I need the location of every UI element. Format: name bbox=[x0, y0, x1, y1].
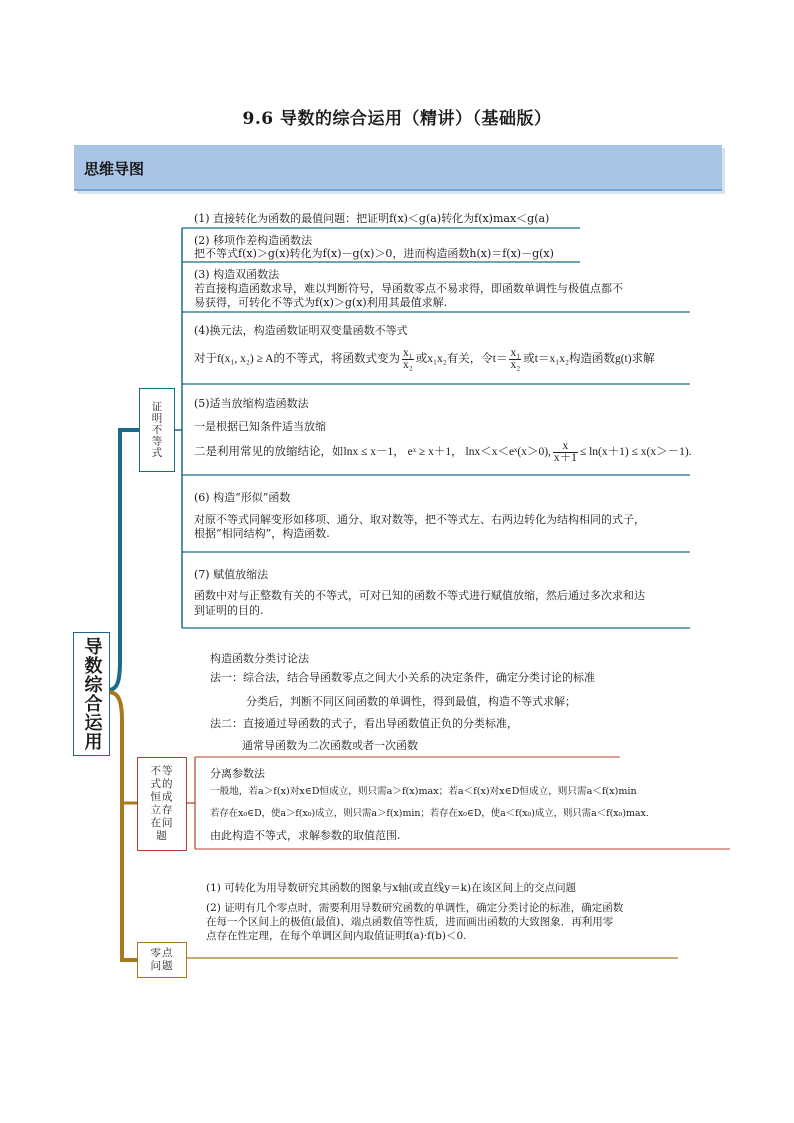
m4-frac2-den: x₂ bbox=[510, 359, 521, 371]
constant-method-1-line1: 法一：综合法，结合导函数零点之间大小关系的决定条件，确定分类讨论的标准 bbox=[210, 671, 595, 684]
proof-method-6-line2: 根据“相同结构”，构造函数. bbox=[194, 527, 330, 540]
proof-method-1: (1) 直接转化为函数的最值问题：把证明f(x)＜g(a)转化为f(x)max＜g(a) bbox=[194, 212, 550, 225]
proof-method-7-line1: 函数中对与正整数有关的不等式，可对已知的函数不等式进行赋值放缩，然后通过多次求和达 bbox=[194, 589, 645, 602]
proof-method-5-line1: 一是根据已知条件适当放缩 bbox=[194, 420, 326, 433]
proof-method-6-line1: 对原不等式同解变形如移项、通分、取对数等，把不等式左、右两边转化为结构相同的式子， bbox=[194, 513, 645, 526]
m4-fraction-2 bbox=[509, 348, 521, 371]
m5-fraction bbox=[553, 441, 578, 464]
proof-method-6-title: (6) 构造“形似”函数 bbox=[194, 491, 291, 504]
m4-mid1: 或x₁x₂有关，令t＝ bbox=[415, 353, 508, 366]
m5-post: ≤ ln(x＋1) ≤ x(x＞－1). bbox=[579, 446, 692, 459]
banner-label: 思维导图 bbox=[84, 160, 145, 178]
constant-method-2-line3: 由此构造不等式，求解参数的取值范围. bbox=[210, 829, 401, 842]
m5-frac-den: x＋1 bbox=[553, 452, 577, 464]
m4-fraction-1 bbox=[402, 348, 414, 371]
connector-root-zeros bbox=[108, 692, 137, 960]
proof-method-3-title: (3) 构造双函数法 bbox=[194, 268, 280, 281]
constant-method-1-line3: 法二：直接通过导函数的式子，看出导函数值正负的分类标准， bbox=[210, 717, 518, 730]
constant-method-2-title: 分离参数法 bbox=[210, 767, 265, 780]
proof-method-5-line2 bbox=[194, 441, 692, 464]
category-constant-label: 不等式的恒成立存在问题 bbox=[150, 765, 174, 842]
m4-frac2-num: x₁ bbox=[510, 347, 521, 359]
proof-method-7-line2: 到证明的目的. bbox=[194, 604, 264, 617]
proof-method-7-title: (7) 赋值放缩法 bbox=[194, 568, 269, 581]
constant-method-1-title: 构造函数分类讨论法 bbox=[210, 652, 309, 665]
constant-method-2-line1: 一般地，若a＞f(x)对x∈D恒成立，则只需a＞f(x)max；若a＜f(x)对x∈D恒成立，则只需a＜f(x)min bbox=[210, 786, 637, 797]
zeros-method-2-line3: 点存在性定理，在每个单调区间内取值证明f(a)·f(b)＜0. bbox=[206, 930, 467, 942]
m4-mid2: 或t＝x₁x₂构造函数g(t)求解 bbox=[523, 353, 655, 366]
proof-method-5-title: (5)适当放缩构造函数法 bbox=[194, 397, 309, 410]
root-node: 导数综合运用 bbox=[73, 632, 110, 756]
constant-method-2-line2: 若存在x₀∈D，使a＞f(x₀)成立，则只需a＞f(x)min；若存在x₀∈D，使a＜f(x₀)成立，则只需a＜f(x₀)max. bbox=[210, 808, 649, 819]
connector-root-proof bbox=[108, 430, 139, 690]
m4-frac1-num: x₁ bbox=[403, 347, 413, 359]
zeros-method-1: (1) 可转化为用导数研究其函数的图象与x轴(或直线y＝k)在该区间上的交点问题 bbox=[206, 882, 577, 894]
category-zeros-label: 零点问题 bbox=[150, 947, 174, 972]
constant-method-1-line2: 分类后，判断不同区间函数的单调性，得到最值，构造不等式求解； bbox=[246, 695, 576, 708]
proof-method-3-line1: 若直接构造函数求导，难以判断符号，导函数零点不易求得，即函数单调性与极值点都不 bbox=[194, 282, 623, 295]
proof-method-2-body: 把不等式f(x)＞g(x)转化为f(x)－g(x)＞0，进而构造函数h(x)＝f(x)－g(x) bbox=[194, 247, 554, 260]
proof-method-4-title: (4)换元法，构造函数证明双变量函数不等式 bbox=[194, 324, 408, 337]
constant-method-1-line4: 通常导函数为二次函数或者一次函数 bbox=[242, 739, 418, 752]
proof-method-4-formula bbox=[194, 348, 655, 371]
category-constant-existence bbox=[137, 757, 187, 851]
proof-method-3-line2: 易获得，可转化不等式为f(x)＞g(x)利用其最值求解. bbox=[194, 296, 448, 309]
proof-method-2-title: (2) 移项作差构造函数法 bbox=[194, 234, 313, 247]
page-title: 9.6 导数的综合运用（精讲）（基础版） bbox=[242, 109, 552, 129]
category-proof-inequality: 证明不等式 bbox=[139, 388, 175, 472]
zeros-method-2-line2: 在每一个区间上的极值(最值)、端点函数值等性质，进而画出函数的大致图象．再利用零 bbox=[206, 916, 614, 928]
m4-pre: 对于f(x₁, x₂) ≥ A的不等式，将函数式变为 bbox=[194, 353, 400, 366]
m5-frac-num: x bbox=[553, 441, 578, 453]
m4-frac1-den: x₂ bbox=[403, 359, 413, 371]
zeros-method-2-line1: (2) 证明有几个零点时，需要利用导数研究函数的单调性，确定分类讨论的标准，确定函数 bbox=[206, 902, 624, 914]
m5-pre: 二是利用常见的放缩结论，如lnx ≤ x－1， eˣ ≥ x＋1， lnx＜x＜eˣ(x＞0), bbox=[194, 446, 551, 459]
category-zero-points bbox=[137, 942, 187, 978]
